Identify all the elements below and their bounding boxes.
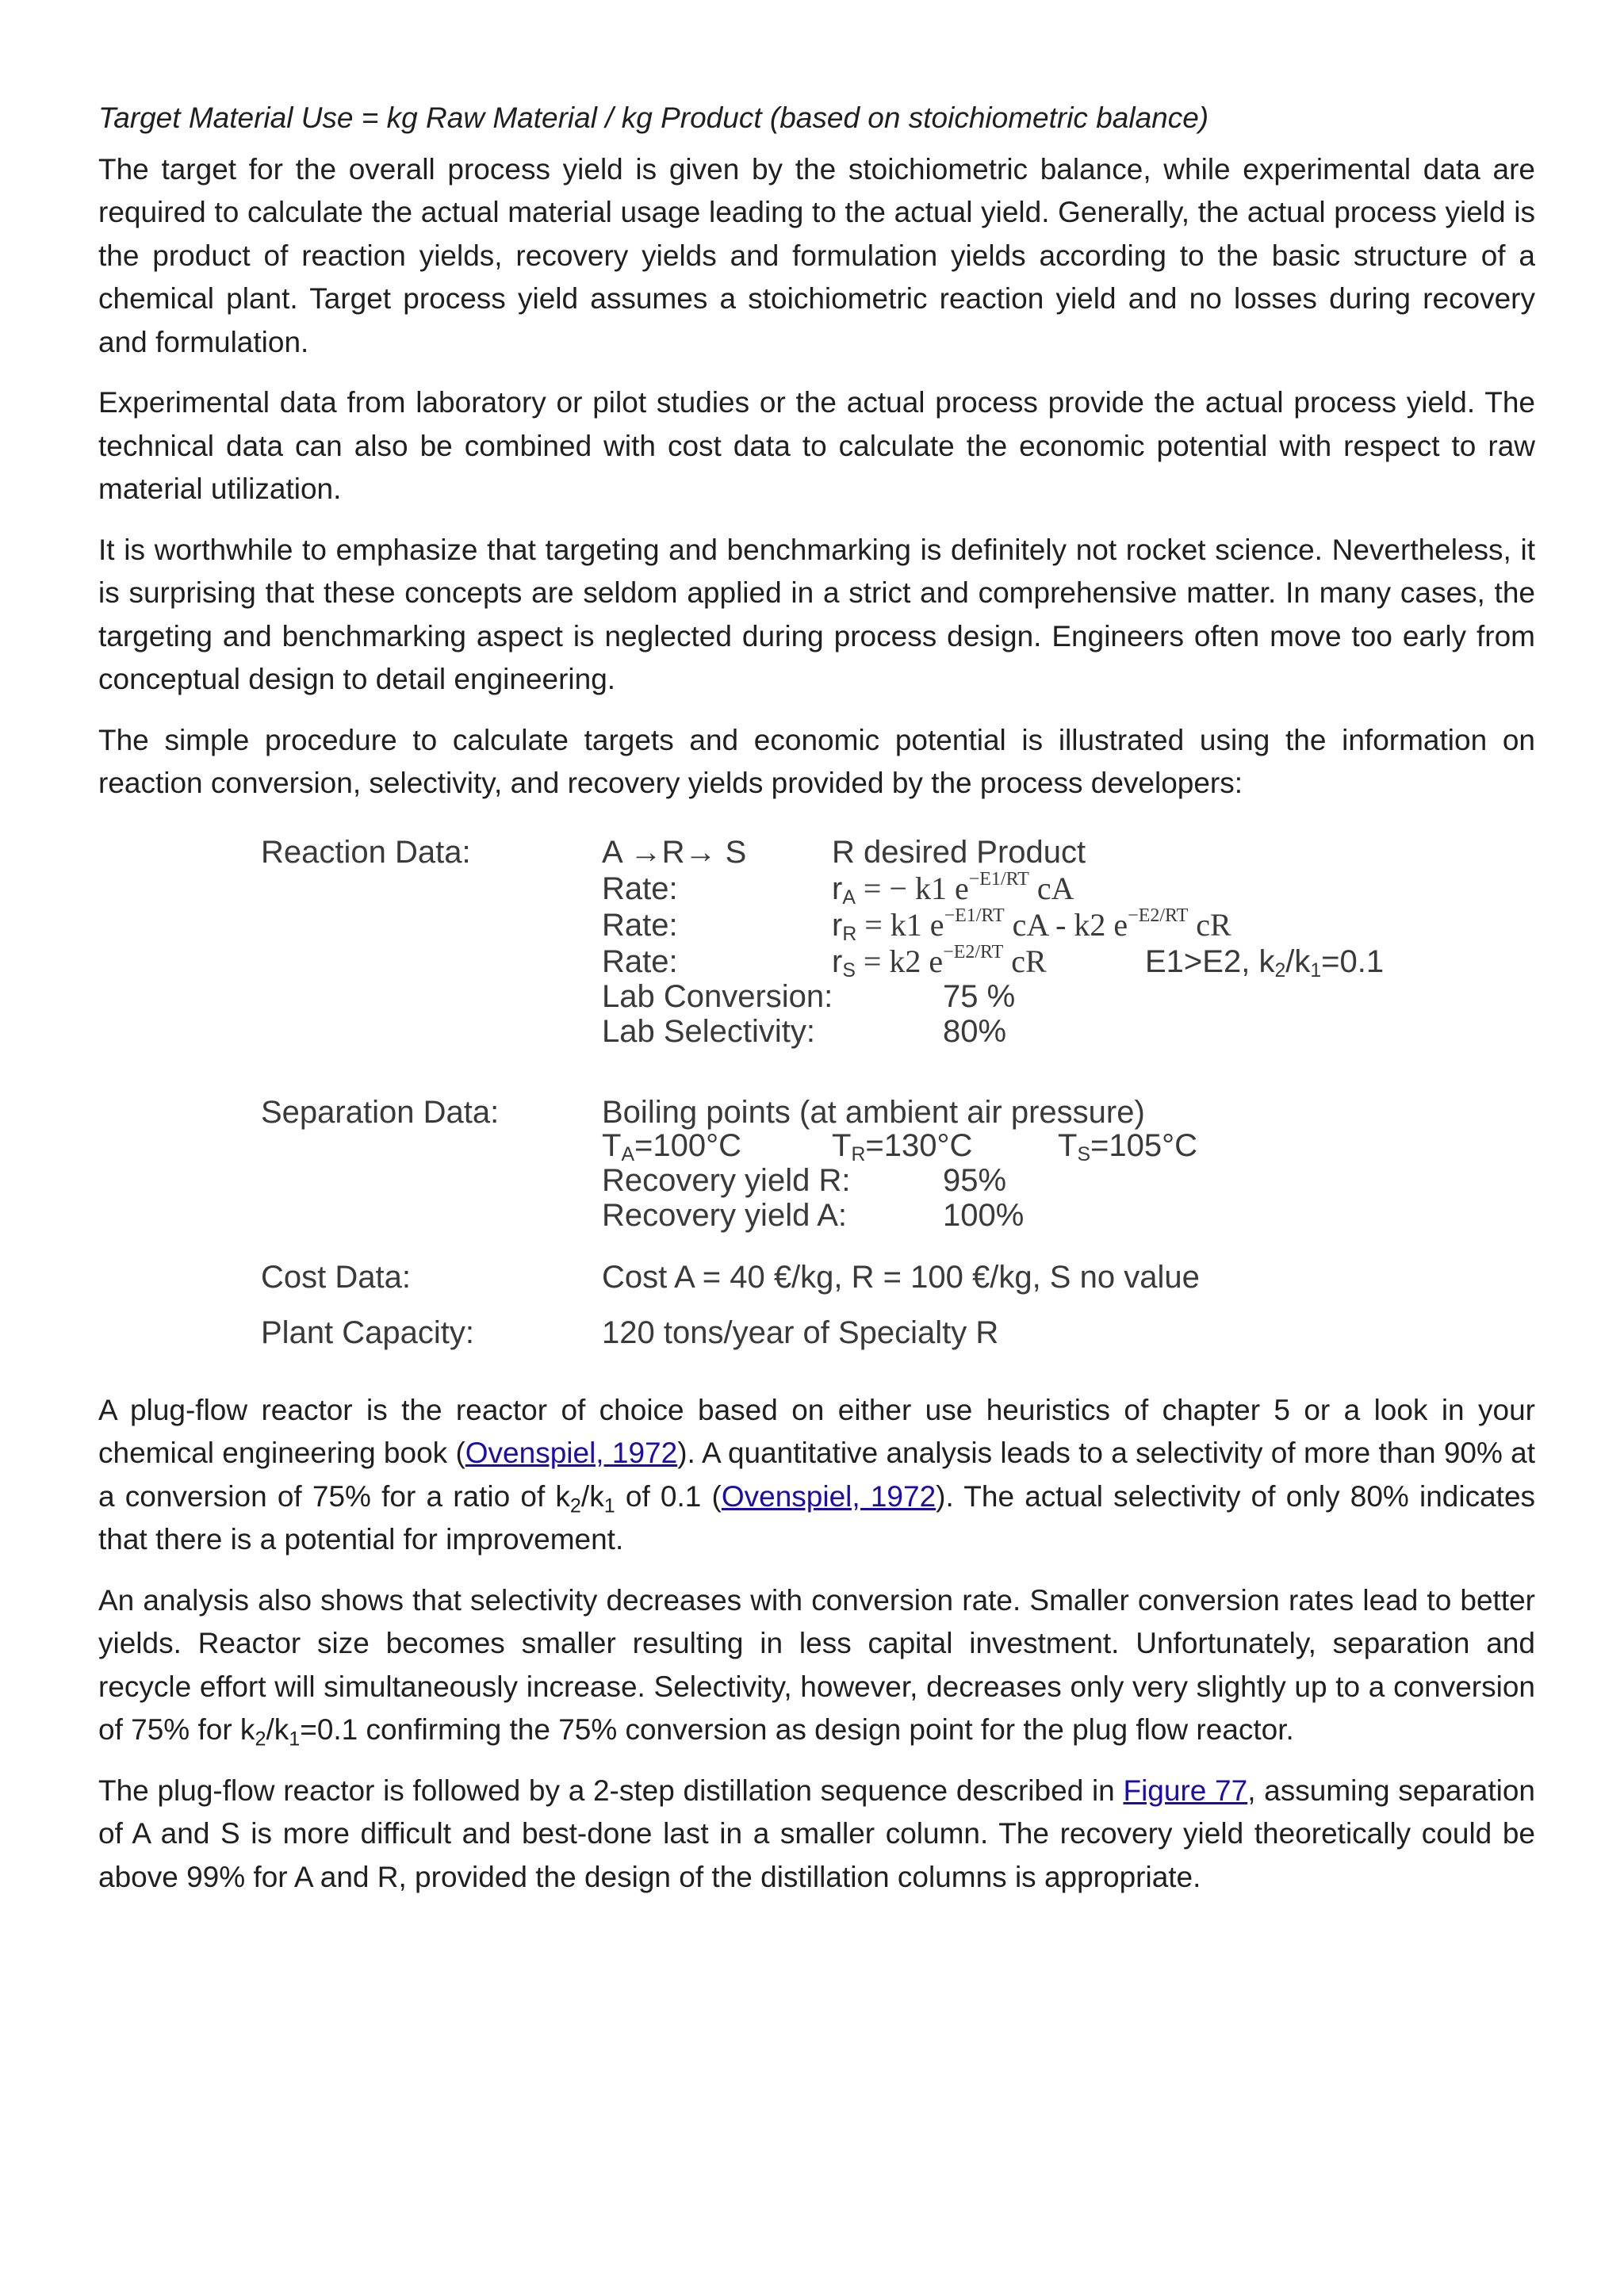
rate-a-label: Rate: — [602, 871, 678, 906]
lab-selectivity-value: 80% — [943, 1013, 1007, 1049]
reaction-data-label: Reaction Data: — [261, 834, 471, 870]
process-data-figure — [98, 826, 1535, 1376]
boiling-point-s: $T_S=105^\circ C$ — [1058, 1127, 1197, 1165]
citation-link-ovenspiel-1[interactable]: Ovenspiel, 1972 — [465, 1437, 678, 1469]
rate-s-label: Rate: — [602, 943, 678, 979]
citation-link-ovenspiel-2[interactable]: Ovenspiel, 1972 — [721, 1479, 936, 1513]
paragraph-process-yield: The target for the overall process yield is given by the stoichiometric balance, while experimental data are required to calculate the actual material usage leading to the actual yield. Generally, the actual process yield is the product of reaction yields, recovery yields and formulation yields according to the basic structure of a chemical plant. Target process yield assumes a stoichiometric reaction yield and no losses during recovery and formulation. — [98, 152, 1535, 358]
separation-data-label: Separation Data: — [261, 1094, 500, 1130]
energy-condition: E1>E2, $k_2/k_1=0.1$ — [1145, 943, 1385, 982]
paragraph-experimental-data: Experimental data from laboratory or pilot studies or the actual process provide the actual process yield. The technical data can also be combined with cost data to calculate the economic potential with respect to raw material utilization. — [98, 386, 1535, 505]
recovery-yield-r-label: Recovery yield R: — [602, 1162, 851, 1198]
boiling-point-a: $T_A=100^\circ C$ — [602, 1127, 741, 1165]
intro-formula-line: Target Material Use = kg Raw Material / kg Product (based on stoichiometric balance) — [98, 101, 1209, 134]
cost-data-label: Cost Data: — [261, 1259, 411, 1295]
recovery-yield-a-value: 100% — [943, 1197, 1025, 1233]
recovery-yield-r-value: 95% — [943, 1162, 1007, 1198]
document-page — [98, 97, 1535, 1916]
desired-product-label: R desired Product — [832, 834, 1086, 870]
paragraph-distillation-sequence: The plug-flow reactor is followed by a 2-step distillation sequence described in Figure 77, assuming separation of A and S is more difficult and best-done last in a smaller column. The recovery yield theoretically could be above 99% for A and R, provided the design of the distillation columns is appropriate. — [98, 1774, 1536, 1893]
lab-selectivity-label: Lab Selectivity: — [602, 1013, 816, 1049]
reaction-scheme: A →R→ S — [602, 834, 747, 870]
rate-s-equation: $r_S = k2$ $e^{-E2/RT}$ cR — [832, 941, 1047, 982]
rate-a-equation: $r_A$ = − k1 $e^{-E1/RT}$ cA — [832, 868, 1074, 909]
boiling-point-r: $T_R=130^\circ C$ — [832, 1127, 973, 1165]
figure-77-link[interactable]: Figure 77 — [1123, 1774, 1248, 1807]
paragraph-targeting-benchmarking: It is worthwhile to emphasize that targeting and benchmarking is definitely not rocket science. Nevertheless, it is surprising that these concepts are seldom applied in a strict and comprehensive matter. In many cases, the targeting and benchmarking aspect is neglected during process design. Engineers often move too early from conceptual design to detail engineering. — [98, 533, 1535, 695]
rate-r-equation: $r_R = k1$ $e^{-E1/RT}$ cA - k2 $e^{-E2/RT}$ cR — [832, 905, 1231, 945]
plant-capacity-value: 120 tons/year of Specialty R — [602, 1314, 999, 1350]
boiling-points-label: Boiling points (at ambient air pressure) — [602, 1094, 1145, 1130]
cost-data-value: Cost A = 40 €/kg, R = 100 €/kg, S no value — [602, 1259, 1200, 1295]
paragraph-plug-flow-reactor: A plug-flow reactor is the reactor of choice based on either use heuristics of chapter 5 or a look in your chemical engineering book (Ovenspiel, 1972). A quantitative analysis leads to a selectivity of more than 90% at a conversion of 75% for a ratio of $k_2/k_1$ of 0.1 (Ovenspiel, 1972). The actual selectivity of only 80% indicates that there is a potential for improvement. — [98, 1393, 1536, 1556]
rate-r-label: Rate: — [602, 907, 678, 943]
plant-capacity-label: Plant Capacity: — [261, 1314, 475, 1350]
recovery-yield-a-label: Recovery yield A: — [602, 1197, 848, 1233]
lab-conversion-value: 75 % — [943, 978, 1016, 1014]
paragraph-selectivity-analysis: An analysis also shows that selectivity decreases with conversion rate. Smaller conversion rates lead to better yields. Reactor size becomes smaller resulting in less capital investment. Unfortunately, separation and recycle effort will simultaneously increase. Selectivity, however, decreases only very slightly up to a conversion of 75% for $k_2/k_1=0.1$ confirming the 75% conversion as design point for the plug flow reactor. — [98, 1583, 1535, 1751]
paragraph-simple-procedure: The simple procedure to calculate targets and economic potential is illustrated using the information on reaction conversion, selectivity, and recovery yields provided by the process developers: — [98, 723, 1535, 799]
lab-conversion-label: Lab Conversion: — [602, 978, 833, 1014]
